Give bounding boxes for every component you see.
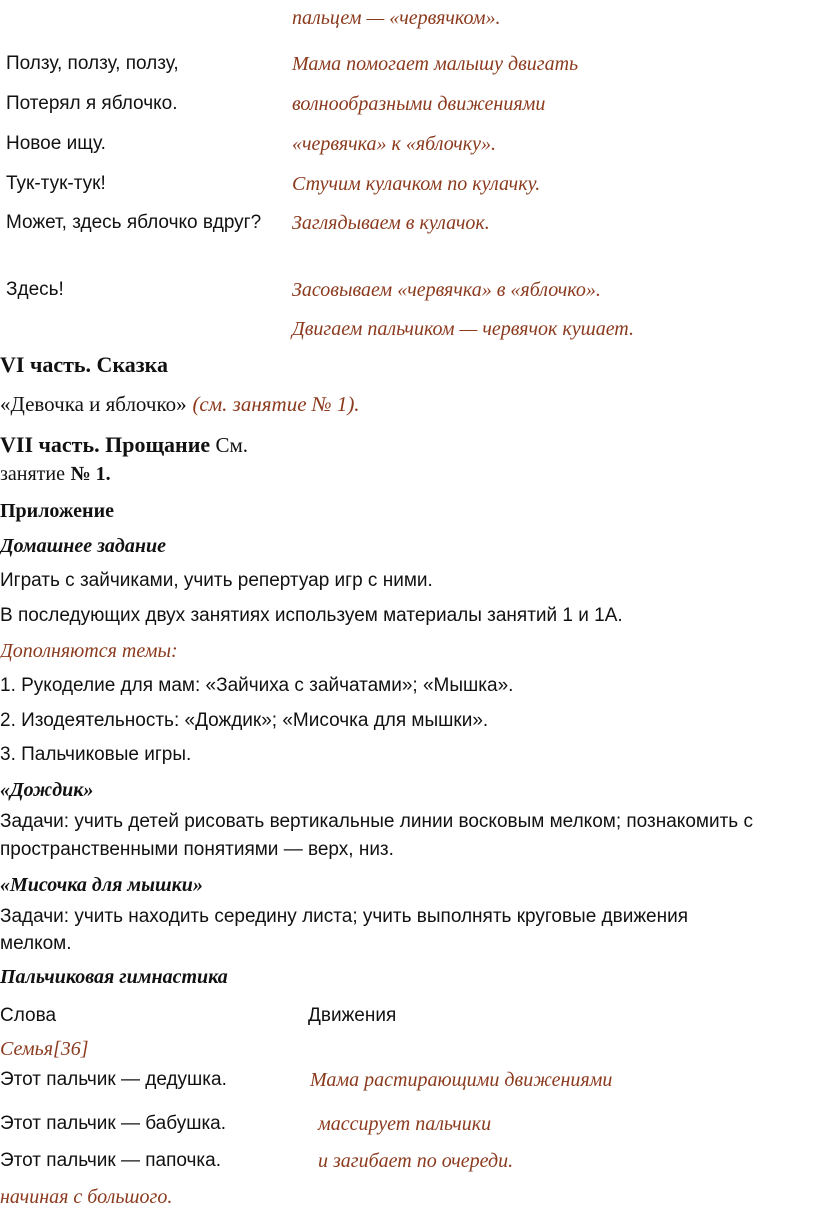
part7-heading: VII часть. Прощание <box>0 432 211 457</box>
part7-heading-line <box>0 433 248 459</box>
gym-words-2: Этот пальчик — бабушка. <box>0 1113 227 1134</box>
part6-tale-title: «Девочка и яблочко» <box>0 392 187 416</box>
gym-col-words: Слова <box>0 1005 57 1026</box>
rain-task-line2: пространственными понятиями — верх, низ. <box>0 839 394 860</box>
theme-item-3: 3. Пальчиковые игры. <box>0 744 192 765</box>
bowl-title: «Мисочка для мышки» <box>0 874 203 896</box>
theme-item-1: 1. Рукоделие для мам: «Зайчиха с зайчатами»; «Мышка». <box>0 675 514 696</box>
poem-movement-3: «червячка» к «яблочку». <box>292 133 496 155</box>
poem-movement-7: Двигаем пальчиком — червячок кушает. <box>292 318 634 340</box>
bowl-task-line2: мелком. <box>0 933 72 954</box>
bowl-task-line1: Задачи: учить находить середину листа; учить выполнять круговые движения <box>0 906 689 927</box>
gym-words-1: Этот пальчик — дедушка. <box>0 1069 227 1090</box>
gym-movement-1: Мама растирающими движениями <box>310 1069 613 1091</box>
gym-col-moves: Движения <box>308 1005 397 1026</box>
next-lessons-text: В последующих двух занятиях используем материалы занятий 1 и 1А. <box>0 605 623 626</box>
gym-movement-3: и загибает по очереди. <box>318 1150 514 1172</box>
poem-words-3: Новое ищу. <box>6 133 106 154</box>
part7-ref-lesson: занятие <box>0 463 65 485</box>
poem-movement-4: Стучим кулачком по кулачку. <box>292 173 541 195</box>
part6-tale-line <box>0 392 360 417</box>
rain-task-line1: Задачи: учить детей рисовать вертикальные линии восковым мелком; познакомить с <box>0 811 753 832</box>
gym-words-3: Этот пальчик — папочка. <box>0 1150 221 1171</box>
part7-ref-see: См. <box>215 433 248 457</box>
poem-movement-5: Заглядываем в кулачок. <box>292 212 490 234</box>
theme-item-2: 2. Изодеятельность: «Дождик»; «Мисочка для мышки». <box>0 710 489 731</box>
homework-text: Играть с зайчиками, учить репертуар игр с ними. <box>0 570 433 591</box>
poem-movement-1: Мама помогает малышу двигать <box>292 53 579 75</box>
poem-words-4: Тук-тук-тук! <box>6 173 106 194</box>
homework-heading: Домашнее задание <box>0 535 166 557</box>
poem-movement-2: волнообразными движениями <box>292 93 546 115</box>
rain-title: «Дождик» <box>0 779 94 801</box>
poem-movement-6: Засовываем «червячка» в «яблочко». <box>292 279 601 301</box>
poem-words-2: Потерял я яблочко. <box>6 93 178 114</box>
themes-heading: Дополняются темы: <box>0 640 178 662</box>
part6-tale-ref: (см. занятие № 1). <box>192 392 360 416</box>
gym-movement-2: массирует пальчики <box>318 1113 492 1135</box>
part7-ref-line <box>0 462 111 486</box>
appendix-heading: Приложение <box>0 500 114 522</box>
gym-heading: Пальчиковая гимнастика <box>0 966 228 988</box>
poem-words-1: Ползу, ползу, ползу, <box>6 53 179 74</box>
gym-tail: начиная с большого. <box>0 1186 173 1208</box>
gym-game-title: Семья[36] <box>0 1038 89 1060</box>
poem-words-6: Здесь! <box>6 279 64 300</box>
part6-heading: VI часть. Сказка <box>0 352 168 377</box>
poem-top-movement: пальцем — «червячком». <box>292 7 501 29</box>
part7-ref-number: № 1. <box>70 463 111 485</box>
poem-words-5: Может, здесь яблочко вдруг? <box>6 212 262 233</box>
